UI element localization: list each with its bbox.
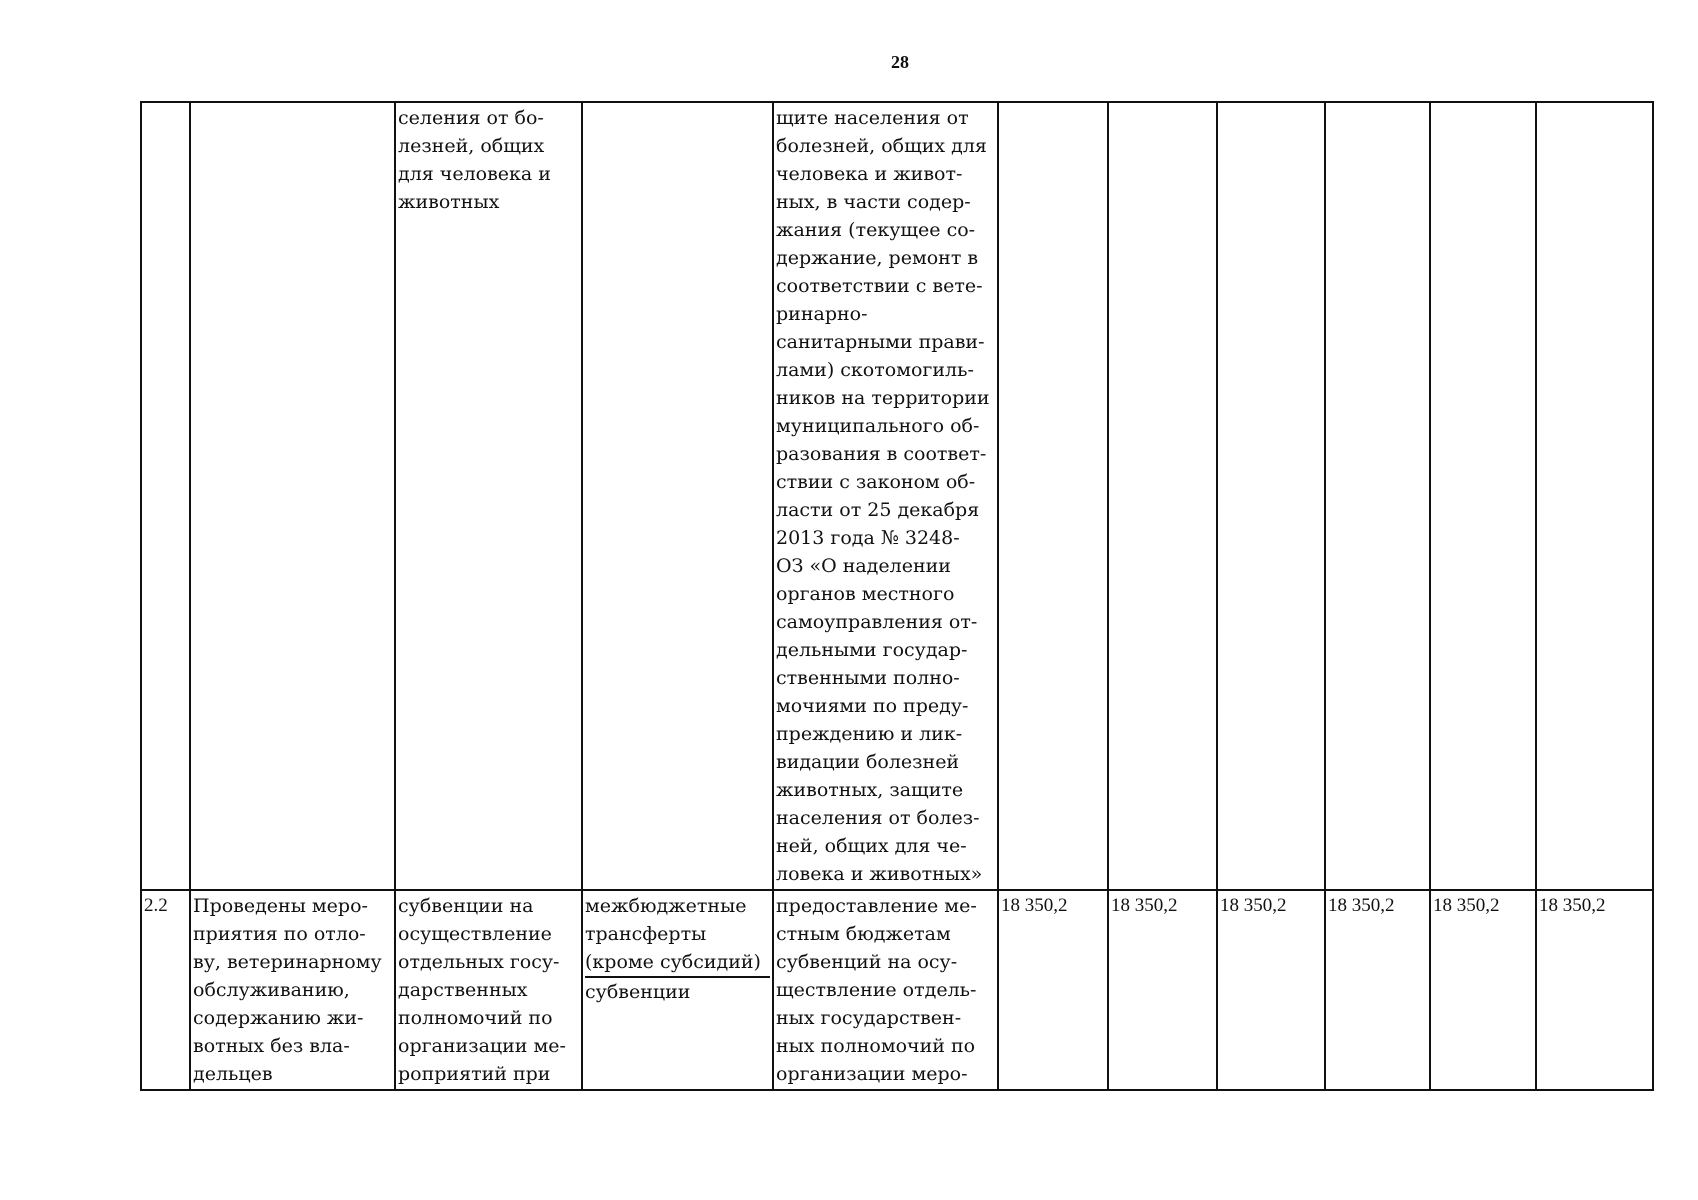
- purpose-cell: предоставление ме- стным бюджетам субвенций на осу- ществление отдель- ных государствен- ных полномочий по организации меро-: [773, 890, 998, 1090]
- value-cell: 18 350,2: [1325, 890, 1430, 1090]
- result-cell: [190, 102, 395, 890]
- value-cell: 18 350,2: [998, 890, 1108, 1090]
- value-cell: [998, 102, 1108, 890]
- value-cell: [1430, 102, 1536, 890]
- row-number-cell: [141, 102, 190, 890]
- value-cell: [1325, 102, 1430, 890]
- transfer-type-cell: [582, 102, 773, 890]
- transfer-type-sub: субвенции: [585, 981, 691, 1003]
- page-number: 28: [891, 52, 909, 72]
- value-cell: [1108, 102, 1217, 890]
- value-cell: 18 350,2: [1108, 890, 1217, 1090]
- table-row: [141, 102, 1653, 890]
- budget-table: [140, 101, 1654, 1091]
- row-number-cell: 2.2: [141, 890, 190, 1090]
- purpose-cell: щите населения от болезней, общих для человека и живот- ных, в части содер- жания (текущее со- держание, ремонт в соответствии с вете- ринарно- санитарными прави- лами) скотомогиль- ников на территории муниципального об- разования в соответ- ствии с законом об- ласти от 25 декабря 2013 года № 3248- ОЗ «О наделении органов местного самоуправления от- дельными государ- ственными полно- мочиями по преду- преждению и лик- видации болезней животных, защите населения от болез- ней, общих для че- ловека и животных»: [773, 102, 998, 890]
- activity-cell: субвенции на осуществление отдельных госу- дарственных полномочий по организации ме- роприятий при: [395, 890, 582, 1090]
- value-cell: [1536, 102, 1653, 890]
- table-row: [141, 890, 1653, 1090]
- transfer-type-main: межбюджетные трансферты (кроме субсидий): [585, 892, 770, 978]
- value-cell: 18 350,2: [1536, 890, 1653, 1090]
- value-cell: [1217, 102, 1325, 890]
- value-cell: 18 350,2: [1430, 890, 1536, 1090]
- transfer-type-cell: [582, 890, 773, 1090]
- activity-cell: селения от бо- лезней, общих для человека и животных: [395, 102, 582, 890]
- result-cell: Проведены меро- приятия по отло- ву, ветеринарному обслуживанию, содержанию жи- вотных без вла- дельцев: [190, 890, 395, 1090]
- value-cell: 18 350,2: [1217, 890, 1325, 1090]
